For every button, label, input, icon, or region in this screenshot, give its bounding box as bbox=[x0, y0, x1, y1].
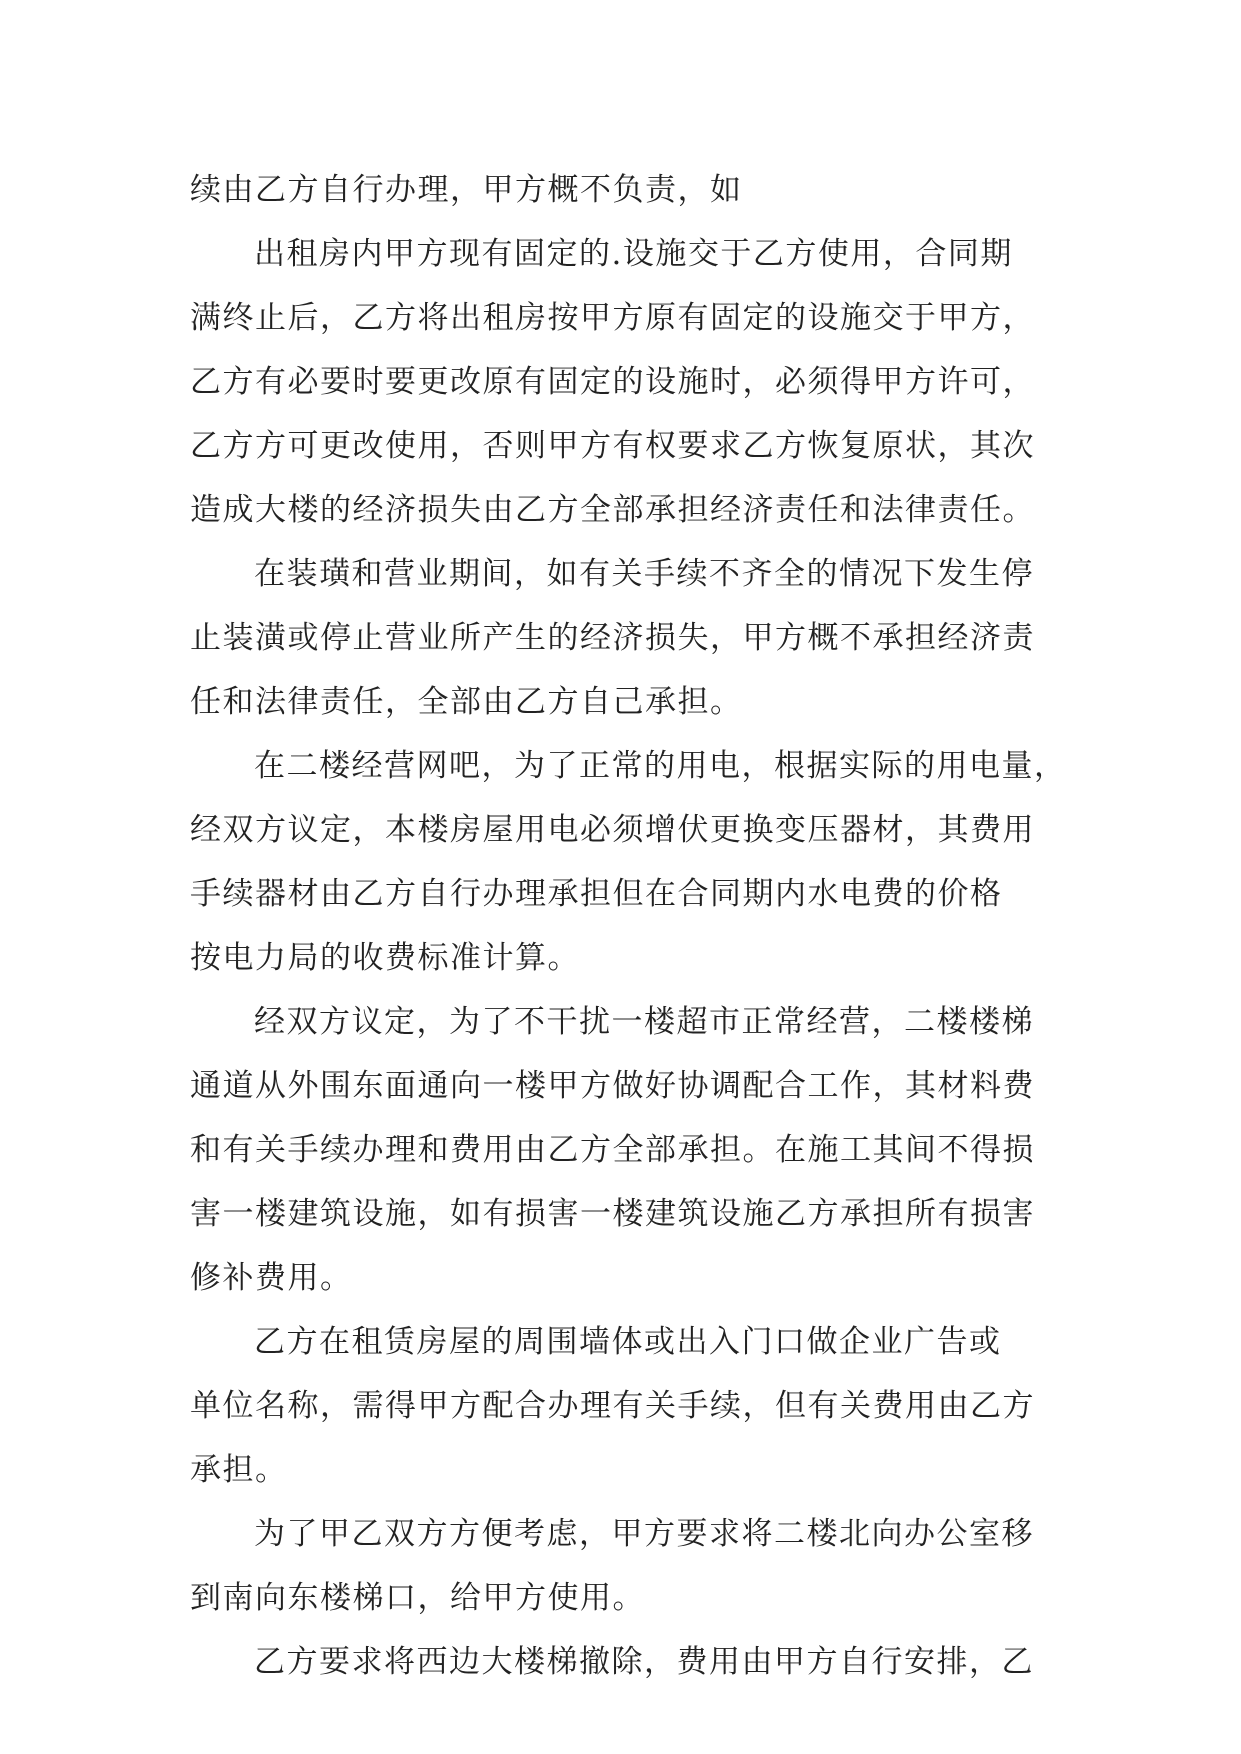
text-line: 经双方议定，本楼房屋用电必须增伏更换变压器材，其费用 bbox=[190, 812, 1035, 848]
text-line: 按电力局的收费标准计算。 bbox=[190, 940, 580, 976]
text-line: 害一楼建筑设施，如有损害一楼建筑设施乙方承担所有损害 bbox=[190, 1196, 1035, 1232]
text-line: 单位名称，需得甲方配合办理有关手续，但有关费用由乙方 bbox=[190, 1388, 1035, 1424]
text-line: 乙方在租赁房屋的周围墙体或出入门口做企业广告或 bbox=[254, 1324, 1002, 1360]
text-line: 续由乙方自行办理，甲方概不负责，如 bbox=[190, 172, 743, 208]
text-line: 在二楼经营网吧，为了正常的用电，根据实际的用电量， bbox=[254, 748, 1067, 784]
text-line: 止装潢或停止营业所产生的经济损失，甲方概不承担经济责 bbox=[190, 620, 1035, 656]
text-line: 修补费用。 bbox=[190, 1260, 353, 1296]
text-line: 满终止后，乙方将出租房按甲方原有固定的设施交于甲方， bbox=[190, 300, 1035, 336]
text-line: 任和法律责任，全部由乙方自己承担。 bbox=[190, 684, 743, 720]
text-line: 乙方要求将西边大楼梯撤除，费用由甲方自行安排，乙 bbox=[254, 1644, 1034, 1680]
text-line: 造成大楼的经济损失由乙方全部承担经济责任和法律责任。 bbox=[190, 492, 1035, 528]
text-line: 为了甲乙双方方便考虑，甲方要求将二楼北向办公室移 bbox=[254, 1516, 1034, 1552]
text-line: 经双方议定，为了不干扰一楼超市正常经营，二楼楼梯 bbox=[254, 1004, 1034, 1040]
text-line: 在装璜和营业期间，如有关手续不齐全的情况下发生停 bbox=[254, 556, 1034, 592]
text-line: 乙方有必要时要更改原有固定的设施时，必须得甲方许可， bbox=[190, 364, 1035, 400]
text-line: 乙方方可更改使用，否则甲方有权要求乙方恢复原状，其次 bbox=[190, 428, 1035, 464]
text-line: 和有关手续办理和费用由乙方全部承担。在施工其间不得损 bbox=[190, 1132, 1035, 1168]
text-line: 承担。 bbox=[190, 1452, 288, 1488]
text-line: 出租房内甲方现有固定的.设施交于乙方使用，合同期 bbox=[254, 236, 1013, 272]
text-line: 通道从外围东面通向一楼甲方做好协调配合工作，其材料费 bbox=[190, 1068, 1035, 1104]
text-line: 到南向东楼梯口，给甲方使用。 bbox=[190, 1580, 645, 1616]
text-line: 手续器材由乙方自行办理承担但在合同期内水电费的价格 bbox=[190, 876, 1003, 912]
document-body bbox=[190, 158, 1067, 1694]
